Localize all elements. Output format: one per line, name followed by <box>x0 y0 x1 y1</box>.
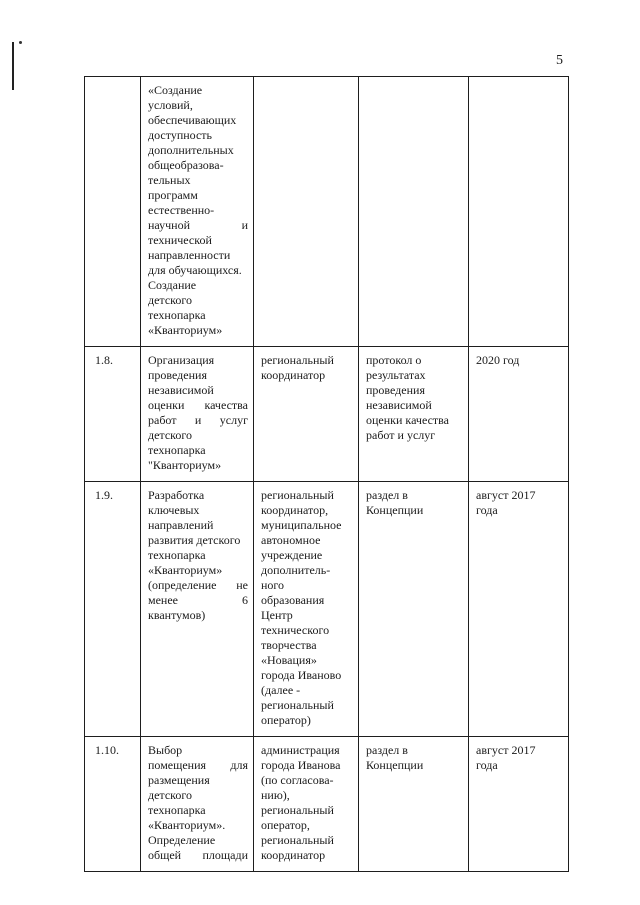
responsible-line: координатор, <box>261 503 329 517</box>
responsible-line: координатор <box>261 848 326 862</box>
responsible-line: координатор <box>261 368 326 382</box>
deadline-cell <box>469 77 569 347</box>
event-line: Определение <box>148 833 216 847</box>
result-cell <box>359 482 469 737</box>
event-line: Организация <box>148 353 215 367</box>
result-line: независимой <box>366 398 432 412</box>
event-line: направлений <box>148 518 214 532</box>
event-cell <box>141 737 254 872</box>
event-cell <box>141 77 254 347</box>
event-line: общеобразова- <box>148 158 224 172</box>
event-line: технопарка <box>148 443 206 457</box>
result-cell <box>359 77 469 347</box>
responsible-line: региональный <box>261 833 334 847</box>
responsible-line: учреждение <box>261 548 323 562</box>
responsible-cell <box>254 482 359 737</box>
deadline-line: 2020 год <box>476 353 520 367</box>
event-line: технопарка <box>148 548 206 562</box>
event-line: дополнительных <box>148 143 234 157</box>
event-line: помещения для <box>148 758 248 772</box>
table-row <box>85 347 569 482</box>
row-number-cell: 1.10. <box>85 737 141 872</box>
event-cell <box>141 347 254 482</box>
event-line: квантумов) <box>148 608 206 622</box>
margin-dot <box>19 41 22 44</box>
responsible-line: региональный <box>261 698 334 712</box>
deadline-cell <box>469 347 569 482</box>
event-line: научной и <box>148 218 248 232</box>
event-line: для обучающихся. <box>148 263 242 277</box>
row-number-cell: 1.9. <box>85 482 141 737</box>
responsible-line: региональный <box>261 353 334 367</box>
event-line: доступность <box>148 128 213 142</box>
event-line: проведения <box>148 368 207 382</box>
event-line: «Создание <box>148 83 203 97</box>
deadline-line: года <box>476 758 498 772</box>
responsible-line: города Иваново <box>261 668 342 682</box>
event-line: "Кванториум» <box>148 458 222 472</box>
result-cell <box>359 737 469 872</box>
event-line: естественно- <box>148 203 215 217</box>
deadline-cell <box>469 737 569 872</box>
event-line: технической <box>148 233 212 247</box>
result-cell <box>359 347 469 482</box>
event-line: детского <box>148 293 192 307</box>
row-number-cell <box>85 77 141 347</box>
event-line: ключевых <box>148 503 200 517</box>
event-line: детского <box>148 428 192 442</box>
responsible-line: дополнитель- <box>261 563 331 577</box>
event-line: «Кванториум» <box>148 563 223 577</box>
responsible-line: «Новация» <box>261 653 317 667</box>
responsible-line: города Иванова <box>261 758 341 772</box>
responsible-line: Центр <box>261 608 293 622</box>
responsible-line: (далее - <box>261 683 301 697</box>
event-line: Выбор <box>148 743 183 757</box>
event-line: направленности <box>148 248 231 262</box>
table-row <box>85 77 569 347</box>
event-line: оценки качества <box>148 398 248 412</box>
responsible-line: творчества <box>261 638 317 652</box>
event-line: обеспечивающих <box>148 113 237 127</box>
event-cell <box>141 482 254 737</box>
page-number: 5 <box>556 53 563 68</box>
event-line: работ и услуг <box>148 413 248 427</box>
event-line: размещения <box>148 773 210 787</box>
event-line: условий, <box>148 98 193 112</box>
table-row <box>85 737 569 872</box>
event-line: «Кванториум» <box>148 323 223 337</box>
result-line: оценки качества <box>366 413 449 427</box>
responsible-line: (по согласова- <box>261 773 334 787</box>
result-line: работ и услуг <box>366 428 436 442</box>
event-line: общей площади <box>148 848 248 862</box>
event-line: технопарка <box>148 308 206 322</box>
event-line: Разработка <box>148 488 205 502</box>
event-line: (определение не <box>148 578 248 592</box>
responsible-line: региональный <box>261 803 334 817</box>
responsible-line: оператор) <box>261 713 311 727</box>
event-line: тельных <box>148 173 191 187</box>
event-line: детского <box>148 788 192 802</box>
event-line: программ <box>148 188 198 202</box>
deadline-line: года <box>476 503 498 517</box>
plan-table <box>84 76 569 872</box>
result-line: Концепции <box>366 758 424 772</box>
event-line: технопарка <box>148 803 206 817</box>
responsible-line: образования <box>261 593 325 607</box>
deadline-line: август 2017 <box>476 488 536 502</box>
responsible-line: технического <box>261 623 330 637</box>
event-line: независимой <box>148 383 214 397</box>
result-line: раздел в <box>366 488 408 502</box>
responsible-line: муниципальное <box>261 518 342 532</box>
responsible-line: нию), <box>261 788 290 802</box>
binding-margin-mark <box>12 42 14 90</box>
responsible-line: оператор, <box>261 818 310 832</box>
responsible-cell <box>254 737 359 872</box>
result-line: Концепции <box>366 503 424 517</box>
responsible-line: ного <box>261 578 285 592</box>
event-line: развития детского <box>148 533 241 547</box>
event-line: «Кванториум». <box>148 818 226 832</box>
responsible-cell <box>254 77 359 347</box>
row-number-cell: 1.8. <box>85 347 141 482</box>
result-line: протокол о <box>366 353 422 367</box>
responsible-line: администрация <box>261 743 340 757</box>
deadline-line: август 2017 <box>476 743 536 757</box>
table-row <box>85 482 569 737</box>
result-line: проведения <box>366 383 425 397</box>
event-line: Создание <box>148 278 197 292</box>
result-line: раздел в <box>366 743 408 757</box>
responsible-line: региональный <box>261 488 334 502</box>
deadline-cell <box>469 482 569 737</box>
responsible-cell <box>254 347 359 482</box>
result-line: результатах <box>366 368 426 382</box>
responsible-line: автономное <box>261 533 321 547</box>
event-line: менее 6 <box>148 593 248 607</box>
